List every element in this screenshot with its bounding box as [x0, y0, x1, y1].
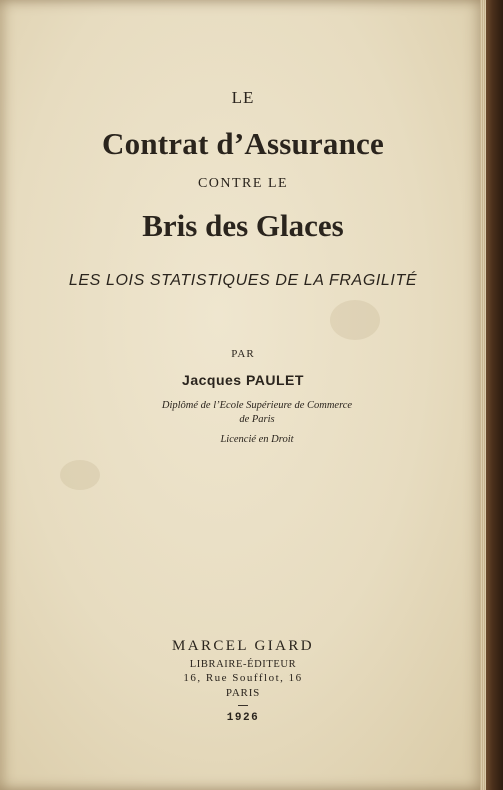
- paper-stain: [60, 460, 100, 490]
- divider: [238, 705, 248, 706]
- author-credential: de Paris: [239, 414, 275, 425]
- author-name: Jacques PAULET: [182, 372, 304, 388]
- title-article: LE: [231, 88, 255, 107]
- by-label: PAR: [231, 348, 255, 360]
- subtitle: LES LOIS STATISTIQUES DE LA FRAGILITÉ: [68, 272, 418, 289]
- publisher-name: MARCEL GIARD: [172, 638, 314, 654]
- author-credential: Licencié en Droit: [220, 434, 294, 445]
- title-line-2: Bris des Glaces: [142, 208, 344, 243]
- title-conjunction: CONTRE LE: [197, 176, 289, 191]
- publisher-city: PARIS: [225, 687, 261, 699]
- book-binding: [486, 0, 503, 790]
- title-line-1: Contrat d’Assurance: [102, 126, 384, 161]
- publisher-role: LIBRAIRE-ÉDITEUR: [189, 659, 297, 670]
- paper-stain: [330, 300, 380, 340]
- author-credential: Diplômé de l’Ecole Supérieure de Commerce: [161, 400, 353, 411]
- publisher-address: 16, Rue Soufflot, 16: [183, 672, 303, 684]
- publication-year: 1926: [226, 712, 260, 724]
